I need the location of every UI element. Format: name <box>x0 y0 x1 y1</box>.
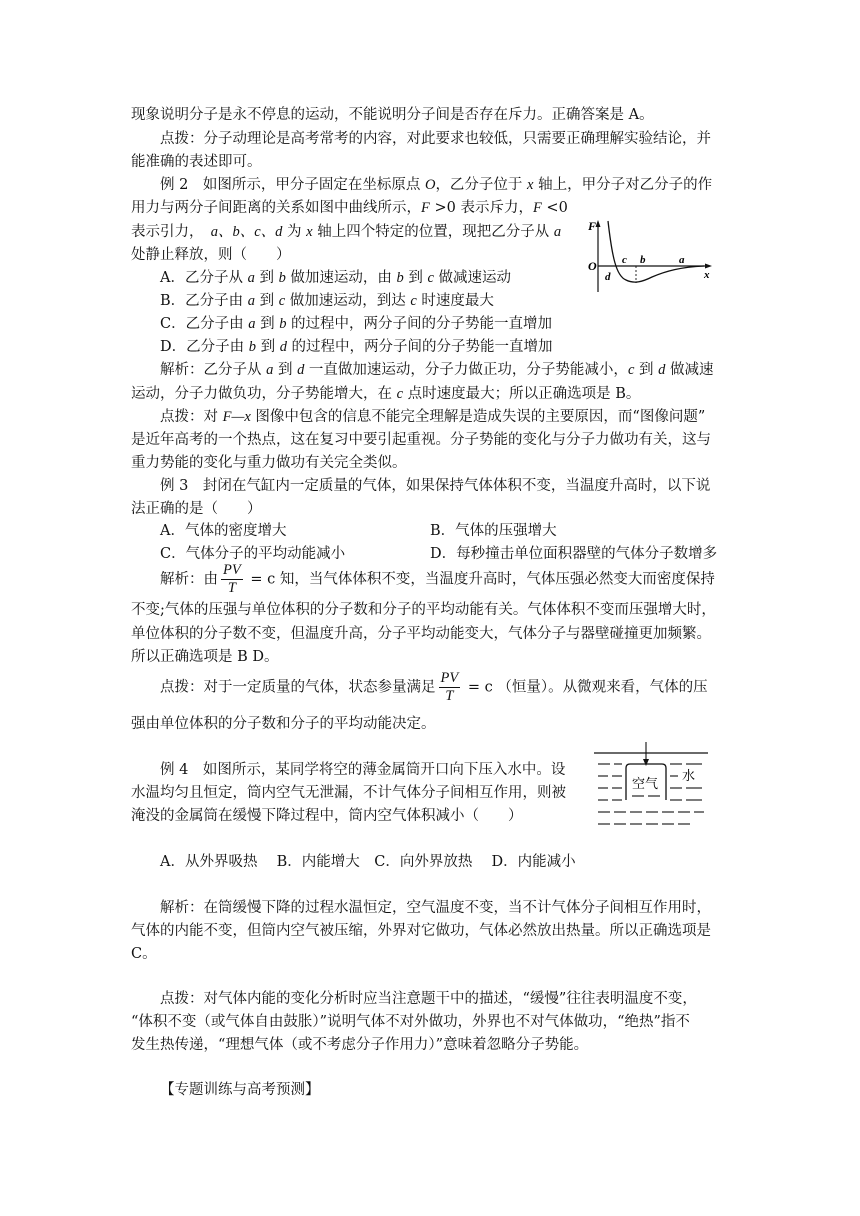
text-line: 水温均匀且恒定，筒内空气无泄漏，不计气体分子间相互作用，则被 <box>131 785 566 801</box>
option-c: C．乙分子由 a 到 b 的过程中，两分子间的分子势能一直增加 <box>160 316 553 332</box>
hint-line: 点拨：对气体内能的变化分析时应当注意题干中的描述，“缓慢”往往表明温度不变， <box>160 991 697 1007</box>
point-d-label: d <box>605 271 611 283</box>
analysis-line: 解析：乙分子从 a 到 d 一直做加速运动，分子力做正功，分子势能减小，c 到 d 做减速 <box>160 362 714 378</box>
example-4-heading: 例 4 如图所示，某同学将空的薄金属筒开口向下压入水中。设 <box>160 762 566 778</box>
text-line: 用力与两分子间距离的关系如图中曲线所示，F >0 表示斥力，F <0 <box>131 200 568 216</box>
air-label: 空气 <box>632 776 659 791</box>
hint-line: 点拨：对 F—x 图像中包含的信息不能完全理解是造成失误的主要原因，而“图像问题” <box>160 409 706 425</box>
analysis-line: 解析：在筒缓慢下降的过程水温恒定，空气温度不变，当不计气体分子间相互作用时， <box>160 900 711 916</box>
text-line: 点拨：分子动理论是高考常考的内容，对此要求也较低，只需要正确理解实验结论，并 <box>160 131 711 147</box>
option-a: A．气体的密度增大 <box>160 523 287 539</box>
example-3-heading: 例 3 封闭在气缸内一定质量的气体，如果保持气体体积不变，当温度升高时，以下说 <box>160 478 711 494</box>
text-line: 法正确的是（ ） <box>131 501 262 517</box>
text-line: 重力势能的变化与重力做功有关完全类似。 <box>131 455 407 471</box>
text-line: C。 <box>131 946 157 962</box>
text-line: 是近年高考的一个热点，这在复习中要引起重视。分子势能的变化与分子力做功有关，这与 <box>131 432 711 448</box>
f-axis-label: F <box>588 219 597 233</box>
text-line: 淹没的金属筒在缓慢下降过程中，筒内空气体积减小（ ） <box>131 808 523 824</box>
water-label: 水 <box>682 768 696 783</box>
x-axis-label: x <box>704 269 710 281</box>
text-line: 现象说明分子是永不停息的运动，不能说明分子间是否存在斥力。正确答案是 A。 <box>131 107 654 123</box>
text-line: 强由单位体积的分子数和分子的平均动能决定。 <box>131 716 436 732</box>
text-line: 能准确的表述即可。 <box>131 154 262 170</box>
example-2-heading: 例 2 如图所示，甲分子固定在坐标原点 O，乙分子位于 x 轴上，甲分子对乙分子的作 <box>160 177 713 193</box>
option-a: A．乙分子从 a 到 b 做加速运动，由 b 到 c 做减速运动 <box>160 270 512 286</box>
text-line: 气体的内能不变，但筒内空气被压缩，外界对它做功，气体必然放出热量。所以正确选项是 <box>131 923 711 939</box>
point-a-label: a <box>679 254 685 266</box>
text-line: 单位体积的分子数不变，但温度升高，分子平均动能变大，气体分子与器壁碰撞更加频繁。 <box>131 626 711 642</box>
section-heading: 【专题训练与高考预测】 <box>160 1082 320 1098</box>
formula-fraction: $\frac{PV}{T}$ <box>440 670 459 704</box>
option-b: B．乙分子由 a 到 c 做加速运动，到达 c 时速度最大 <box>160 293 494 309</box>
text-line: 不变;气体的压强与单位体积的分子数和分子的平均动能有关。气体体积不变而压强增大时， <box>131 602 716 618</box>
text-line: 运动，分子力做负功，分子势能增大，在 c 点时速度最大；所以正确选项是 B。 <box>131 386 641 402</box>
origin-label: O <box>588 259 597 273</box>
text-line: 发生热传递，“理想气体（或不考虑分子作用力）”意味着忽略分子势能。 <box>131 1037 589 1053</box>
formula-fraction: $\frac{PV}{T}$ <box>223 562 241 596</box>
point-b-label: b <box>640 254 646 266</box>
text-line: 表示引力， a、b、c、d 为 x 轴上四个特定的位置，现把乙分子从 a <box>131 224 562 240</box>
option-c: C．气体分子的平均动能减小 <box>160 546 346 562</box>
option-d: D．每秒撞击单位面积器壁的气体分子数增多 <box>430 546 718 562</box>
text-line: 处静止释放，则（ ） <box>131 247 291 263</box>
force-distance-figure <box>586 216 716 294</box>
text-line: 所以正确选项是 B D。 <box>131 649 279 665</box>
point-c-label: c <box>622 254 627 266</box>
option-d: D．乙分子由 b 到 d 的过程中，两分子间的分子势能一直增加 <box>160 339 553 355</box>
analysis-line: 解析：由 $\frac{PV}{T}$ = c 知，当气体体积不变，当温度升高时，气体压强必然变大而密度保持 <box>160 562 715 596</box>
text-line: “体积不变（或气体自由鼓胀）”说明气体不对外做功，外界也不对气体做功，“绝热”指不 <box>131 1014 690 1030</box>
cylinder-in-water-figure <box>590 740 712 832</box>
option-b: B．气体的压强增大 <box>430 523 557 539</box>
options-line: A．从外界吸热 B．内能增大 C．向外界放热 D．内能减小 <box>160 854 576 870</box>
hint-line: 点拨：对于一定质量的气体，状态参量满足 $\frac{PV}{T}$ = c （恒量）。从微观来看，气体的压 <box>160 670 708 704</box>
